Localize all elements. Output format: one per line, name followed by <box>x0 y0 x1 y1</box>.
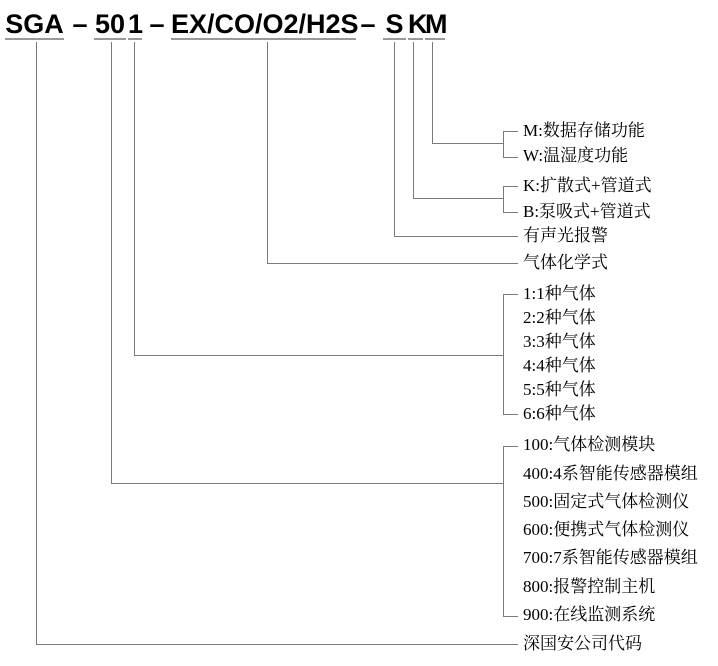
code-segment-letter-s: S <box>383 11 406 40</box>
code-segment-letter-k: K <box>408 9 428 39</box>
connector-run-letter-m <box>432 143 503 144</box>
label-gas-count-4: 4:4种气体 <box>523 356 596 375</box>
label-series-500: 500:固定式气体检测仪 <box>523 492 690 511</box>
connector-run-letter-k <box>413 198 503 199</box>
connector-run-series <box>111 483 503 484</box>
code-segment-gas-count: 1 <box>128 9 144 39</box>
connector-run-gas-list <box>267 263 518 264</box>
connector-stem-series <box>111 42 112 483</box>
label-gas-formula: 气体化学式 <box>523 253 608 272</box>
bracket-gas-count-tick-top <box>503 294 518 295</box>
label-gas-count-3: 3:3种气体 <box>523 332 596 351</box>
code-separator-dash: – <box>72 9 88 39</box>
label-alarm: 有声光报警 <box>523 226 608 245</box>
label-company-code: 深国安公司代码 <box>523 634 642 653</box>
label-sampling-k: K:扩散式+管道式 <box>523 176 652 195</box>
connector-run-company <box>36 644 518 645</box>
label-gas-count-6: 6:6种气体 <box>523 404 596 423</box>
connector-stem-letter-k <box>413 42 414 198</box>
label-series-600: 600:便携式气体检测仪 <box>523 520 690 539</box>
label-series-100: 100:气体检测模块 <box>523 435 656 454</box>
code-separator-dash: – <box>149 9 165 39</box>
label-gas-count-2: 2:2种气体 <box>523 308 596 327</box>
bracket-function-tick-bottom <box>503 157 518 158</box>
connector-stem-gas-list <box>267 42 268 263</box>
bracket-function-options <box>503 131 504 158</box>
bracket-sampling-tick-bottom <box>503 212 518 213</box>
code-segment-letter-m: M <box>425 9 448 39</box>
connector-stem-company <box>36 42 37 645</box>
label-series-800: 800:报警控制主机 <box>523 577 656 596</box>
connector-stem-letter-m <box>432 42 433 143</box>
connector-run-gas-count <box>134 355 503 356</box>
label-gas-count-1: 1:1种气体 <box>523 284 596 303</box>
connector-run-letter-s <box>394 236 518 237</box>
label-function-w: W:温湿度功能 <box>523 146 629 165</box>
bracket-series-tick-top <box>503 446 518 447</box>
bracket-sampling-tick-top <box>503 186 518 187</box>
label-series-700: 700:7系智能传感器模组 <box>523 548 698 567</box>
label-gas-count-5: 5:5种气体 <box>523 380 596 399</box>
bracket-series-tick-bottom <box>503 616 518 617</box>
code-segment-company: SGA <box>5 9 64 39</box>
code-segment-gas-list: EX/CO/O2/H2S <box>171 9 359 39</box>
label-sampling-b: B:泵吸式+管道式 <box>523 202 651 221</box>
label-series-400: 400:4系智能传感器模组 <box>523 464 698 483</box>
connector-stem-letter-s <box>394 42 395 236</box>
bracket-sampling-options <box>503 186 504 213</box>
label-series-900: 900:在线监测系统 <box>523 605 656 624</box>
bracket-function-tick-top <box>503 131 518 132</box>
connector-stem-gas-count <box>134 42 135 355</box>
bracket-series-options <box>503 446 504 617</box>
label-function-m: M:数据存储功能 <box>523 121 645 140</box>
bracket-gas-count-options <box>503 294 504 415</box>
bracket-gas-count-tick-bottom <box>503 414 518 415</box>
code-segment-series: 50 <box>94 9 126 39</box>
code-separator-dash: – <box>360 9 376 39</box>
